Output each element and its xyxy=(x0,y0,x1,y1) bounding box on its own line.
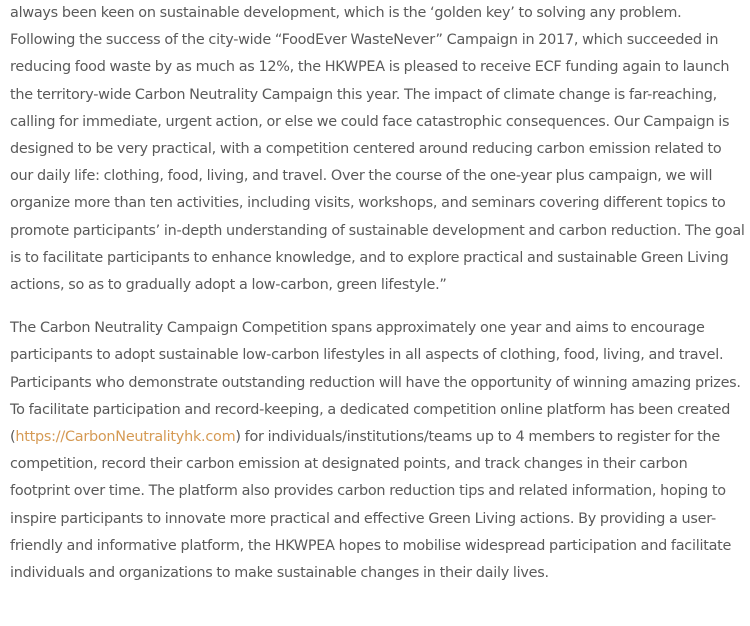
competition-paragraph xyxy=(10,315,748,587)
competition-paragraph-text-after-link: ) for individuals/institutions/teams up to 4 members to register for the competition, record their carbon emission at designated points, and track changes in their carbon footprint over time. The platform also provides carbon reduction tips and related information, hoping to inspire participants to innovate more practical and effective Green Living actions. By providing a user-friendly and informative platform, the HKWPEA hopes to mobilise widespread participation and facilitate individuals and organizations to make sustainable changes in their daily lives. xyxy=(10,429,732,582)
campaign-quote-paragraph: always been keen on sustainable development, which is the ‘golden key’ to solving any problem. Following the success of the city-wide “FoodEver WasteNever” Campaign in 2017, which succeeded in reducing food waste by as much as 12%, the HKWPEA is pleased to receive ECF funding again to launch the territory-wide Carbon Neutrality Campaign this year. The impact of climate change is far-reaching, calling for immediate, urgent action, or else we could face catastrophic consequences. Our Campaign is designed to be very practical, with a competition centered around reducing carbon emission related to our daily life: clothing, food, living, and travel. Over the course of the one-year plus campaign, we will organize more than ten activities, including visits, workshops, and seminars covering different topics to promote participants’ in-depth understanding of sustainable development and carbon reduction. The goal is to facilitate participants to enhance knowledge, and to explore practical and sustainable Green Living actions, so as to gradually adopt a low-carbon, green lifestyle.” xyxy=(10,5,745,294)
article-body xyxy=(10,0,748,587)
competition-platform-link[interactable]: https://CarbonNeutralityhk.com xyxy=(15,429,236,446)
competition-paragraph-text-before-link: The Carbon Neutrality Campaign Competition spans approximately one year and aims to encourage participants to adopt sustainable low-carbon lifestyles in all aspects of clothing, food, living, and travel. Participants who demonstrate outstanding reduction will have the opportunity of winning amazing prizes. To facilitate participation and record-keeping, a dedicated competition online platform has been created ( xyxy=(10,320,741,446)
